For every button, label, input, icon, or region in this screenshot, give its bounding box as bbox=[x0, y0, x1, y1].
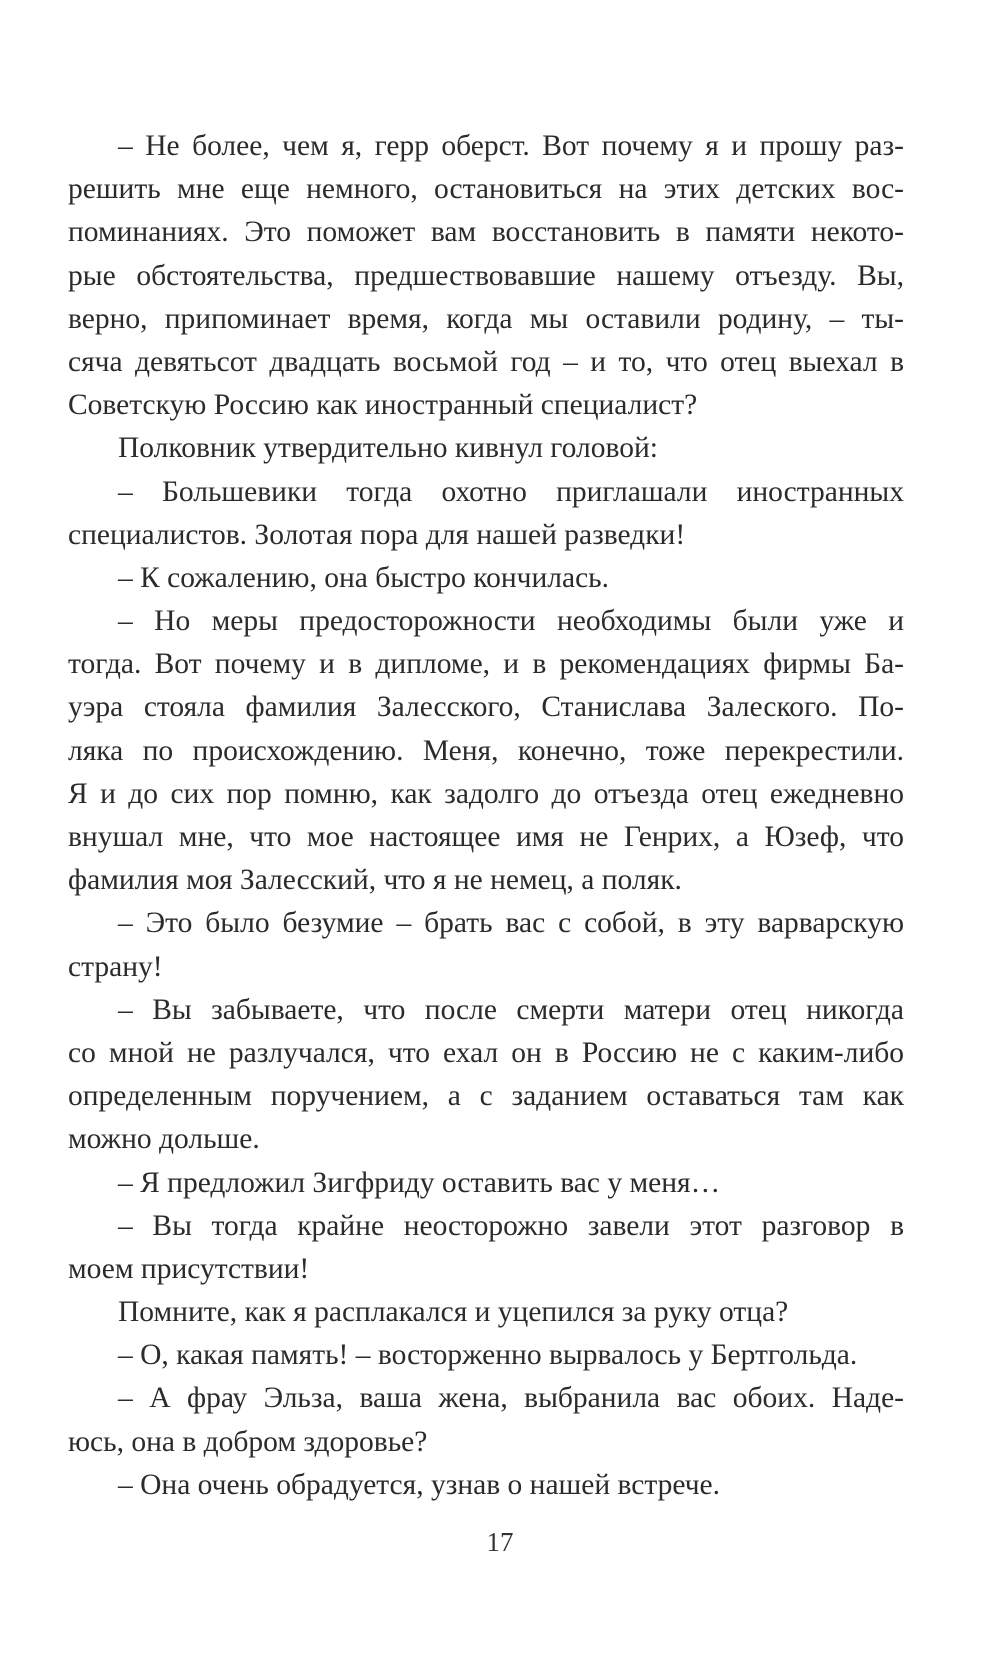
text-line: юсь, она в добром здоровье? bbox=[68, 1425, 428, 1458]
body-text bbox=[68, 125, 904, 1507]
text-line: сяча девятьсот двадцать восьмой год – и то, что отец выехал в bbox=[68, 345, 904, 378]
text-line: Помните, как я расплакался и уцепился за руку отца? bbox=[118, 1296, 789, 1329]
text-line: – Не более, чем я, герр оберст. Вот почему я и прошу раз- bbox=[118, 130, 904, 162]
text-line: – О, какая память! – восторженно вырвалось у Бертгольда. bbox=[118, 1339, 858, 1372]
text-line: Я и до сих пор помню, как задолго до отъезда отец ежедневно bbox=[68, 777, 904, 810]
text-line: – Она очень обрадуется, узнав о нашей встрече. bbox=[118, 1468, 721, 1501]
text-line: тогда. Вот почему и в дипломе, и в рекомендациях фирмы Ба- bbox=[68, 648, 904, 681]
text-line: – Но меры предосторожности необходимы были уже и bbox=[118, 605, 904, 638]
text-line: страну! bbox=[68, 950, 163, 983]
text-line: можно дольше. bbox=[68, 1123, 260, 1156]
text-line: Полковник утвердительно кивнул головой: bbox=[118, 432, 658, 465]
text-line: со мной не разлучался, что ехал он в Россию не с каким-либо bbox=[68, 1036, 904, 1069]
text-line: специалистов. Золотая пора для нашей разведки! bbox=[68, 518, 686, 551]
text-line: внушал мне, что мое настоящее имя не Генрих, а Юзеф, что bbox=[68, 821, 904, 853]
text-line: – А фрау Эльза, ваша жена, выбранила вас обоих. Наде- bbox=[118, 1382, 904, 1415]
text-line: верно, припоминает время, когда мы оставили родину, – ты- bbox=[68, 302, 904, 335]
text-line: Советскую Россию как иностранный специалист? bbox=[68, 389, 698, 422]
text-line: – Это было безумие – брать вас с собой, в эту варварскую bbox=[118, 907, 904, 940]
text-line: – К сожалению, она быстро кончилась. bbox=[118, 561, 609, 594]
text-line: фамилия моя Залесский, что я не немец, а поляк. bbox=[68, 864, 682, 897]
text-line: – Вы тогда крайне неосторожно завели этот разговор в bbox=[118, 1209, 904, 1242]
text-line: – Большевики тогда охотно приглашали иностранных bbox=[118, 475, 904, 508]
text-line: определенным поручением, а с заданием оставаться там как bbox=[68, 1080, 904, 1113]
text-line: – Я предложил Зигфриду оставить вас у меня… bbox=[118, 1166, 721, 1199]
text-line: – Вы забываете, что после смерти матери отец никогда bbox=[118, 993, 904, 1026]
text-line: рые обстоятельства, предшествовавшие нашему отъезду. Вы, bbox=[68, 259, 904, 292]
text-line: поминаниях. Это поможет вам восстановить в памяти некото- bbox=[68, 216, 904, 249]
text-line: моем присутствии! bbox=[68, 1252, 310, 1285]
text-line: решить мне еще немного, остановиться на этих детских вос- bbox=[68, 173, 904, 206]
page-number: 17 bbox=[486, 1527, 514, 1557]
text-line: уэра стояла фамилия Залесского, Станислава Залеского. По- bbox=[68, 691, 904, 724]
text-line: ляка по происхождению. Меня, конечно, тоже перекрестили. bbox=[68, 734, 904, 767]
